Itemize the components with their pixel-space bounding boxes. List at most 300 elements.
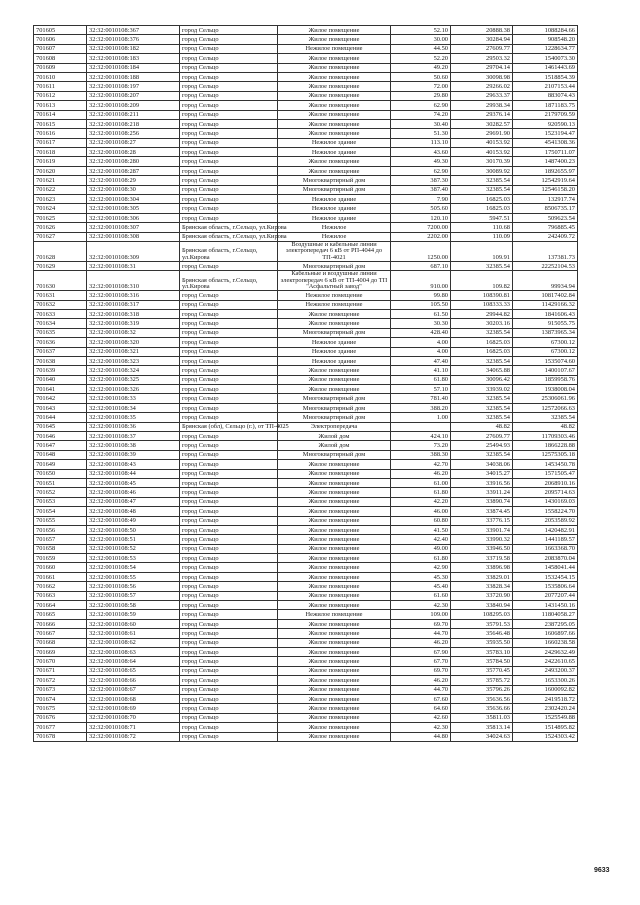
- rate-cell: 109.82: [451, 271, 513, 291]
- object-name-cell: Жилое помещение: [278, 685, 391, 694]
- area-cell: 45.30: [391, 572, 451, 581]
- rate-cell: 29944.82: [451, 309, 513, 318]
- cadastral-value-cell: 2053589.92: [513, 516, 578, 525]
- table-row: [34, 432, 578, 441]
- table-row: [34, 460, 578, 469]
- address-cell: город Сельцо: [180, 713, 278, 722]
- table-row: [34, 554, 578, 563]
- area-cell: 30.40: [391, 119, 451, 128]
- area-cell: 61.50: [391, 309, 451, 318]
- cadastral-number-cell: 32:32:0010108:55: [87, 572, 180, 581]
- table-row: [34, 148, 578, 157]
- cadastral-number-cell: 32:32:0010108:27: [87, 138, 180, 147]
- object-name-cell: Электропередача: [278, 422, 391, 431]
- area-cell: 30.00: [391, 35, 451, 44]
- row-number-cell: 701613: [34, 101, 87, 110]
- rate-cell: 33720.90: [451, 591, 513, 600]
- address-cell: город Сельцо: [180, 732, 278, 741]
- table-row: [34, 497, 578, 506]
- object-name-cell: Жилое помещение: [278, 101, 391, 110]
- area-cell: 73.20: [391, 441, 451, 450]
- cadastral-number-cell: 32:32:0010108:184: [87, 63, 180, 72]
- rate-cell: 33874.45: [451, 507, 513, 516]
- address-cell: город Сельцо: [180, 610, 278, 619]
- cadastral-value-cell: 1606897.66: [513, 629, 578, 638]
- cadastral-value-cell: 2179709.59: [513, 110, 578, 119]
- table-row: [34, 610, 578, 619]
- row-number-cell: 701666: [34, 619, 87, 628]
- object-name-cell: Многоквартирный дом: [278, 450, 391, 459]
- address-cell: город Сельцо: [180, 441, 278, 450]
- address-cell: город Сельцо: [180, 648, 278, 657]
- row-number-cell: 701629: [34, 261, 87, 270]
- area-cell: 4.00: [391, 338, 451, 347]
- object-name-cell: Жилое помещение: [278, 629, 391, 638]
- object-name-cell: Многоквартирный дом: [278, 185, 391, 194]
- object-name-cell: Нежилое здание: [278, 356, 391, 365]
- rate-cell: 35784.50: [451, 657, 513, 666]
- area-cell: 687.10: [391, 261, 451, 270]
- area-cell: 46.20: [391, 469, 451, 478]
- cadastral-value-cell: 1558224.70: [513, 507, 578, 516]
- area-cell: 74.20: [391, 110, 451, 119]
- table-row: [34, 356, 578, 365]
- cadastral-value-cell: 2068910.16: [513, 478, 578, 487]
- row-number-cell: 701626: [34, 223, 87, 232]
- table-row: [34, 241, 578, 261]
- cadastral-number-cell: 32:32:0010108:325: [87, 375, 180, 384]
- cadastral-value-cell: 1532454.15: [513, 572, 578, 581]
- row-number-cell: 701605: [34, 26, 87, 35]
- address-cell: город Сельцо: [180, 666, 278, 675]
- rate-cell: 32385.54: [451, 261, 513, 270]
- cadastral-value-cell: 12572066.63: [513, 403, 578, 412]
- table-row: [34, 629, 578, 638]
- cadastral-value-cell: 1431450.16: [513, 601, 578, 610]
- rate-cell: 16825.03: [451, 195, 513, 204]
- table-row: [34, 403, 578, 412]
- row-number-cell: 701660: [34, 563, 87, 572]
- table-row: [34, 450, 578, 459]
- cadastral-value-cell: 2302420.24: [513, 704, 578, 713]
- object-name-cell: Жилое помещение: [278, 563, 391, 572]
- object-name-cell: Жилое помещение: [278, 732, 391, 741]
- area-cell: 42.60: [391, 713, 451, 722]
- object-name-cell: Нежилое здание: [278, 213, 391, 222]
- cadastral-number-cell: 32:32:0010108:52: [87, 544, 180, 553]
- area-cell: 30.30: [391, 319, 451, 328]
- area-cell: 49.20: [391, 63, 451, 72]
- area-cell: 428.40: [391, 328, 451, 337]
- cadastral-value-cell: 1523194.47: [513, 129, 578, 138]
- area-cell: 109.00: [391, 610, 451, 619]
- table-row: [34, 638, 578, 647]
- object-name-cell: Жилое помещение: [278, 119, 391, 128]
- cadastral-value-cell: 1571505.47: [513, 469, 578, 478]
- cadastral-value-cell: 1514895.82: [513, 723, 578, 732]
- cadastral-value-cell: 8506735.17: [513, 204, 578, 213]
- table-row: [34, 26, 578, 35]
- rate-cell: 35796.26: [451, 685, 513, 694]
- table-row: [34, 366, 578, 375]
- cadastral-value-cell: 1540073.30: [513, 54, 578, 63]
- table-row: [34, 166, 578, 175]
- rate-cell: 29266.02: [451, 82, 513, 91]
- table-row: [34, 309, 578, 318]
- cadastral-number-cell: 32:32:0010108:50: [87, 525, 180, 534]
- row-number-cell: 701620: [34, 166, 87, 175]
- rate-cell: 34065.88: [451, 366, 513, 375]
- cadastral-value-cell: 1859958.76: [513, 375, 578, 384]
- cadastral-number-cell: 32:32:0010108:305: [87, 204, 180, 213]
- table-row: [34, 469, 578, 478]
- table-row: [34, 516, 578, 525]
- table-row: [34, 544, 578, 553]
- area-cell: 42.70: [391, 460, 451, 469]
- address-cell: город Сельцо: [180, 704, 278, 713]
- area-cell: 42.90: [391, 563, 451, 572]
- area-cell: 44.50: [391, 44, 451, 53]
- address-cell: город Сельцо: [180, 63, 278, 72]
- area-cell: 43.60: [391, 148, 451, 157]
- table-row: [34, 44, 578, 53]
- area-cell: 7.90: [391, 195, 451, 204]
- address-cell: город Сельцо: [180, 101, 278, 110]
- rate-cell: 40153.92: [451, 148, 513, 157]
- cadastral-table: [33, 25, 578, 742]
- address-cell: город Сельцо: [180, 385, 278, 394]
- row-number-cell: 701618: [34, 148, 87, 157]
- area-cell: 46.20: [391, 676, 451, 685]
- table-row: [34, 291, 578, 300]
- address-cell: Брянская область, г.Сельцо, ул.Кирова: [180, 271, 278, 291]
- rate-cell: 34015.27: [451, 469, 513, 478]
- address-cell: Брянская область, г.Сельцо, ул.Кирова: [180, 241, 278, 261]
- cadastral-value-cell: 99934.94: [513, 271, 578, 291]
- area-cell: 64.60: [391, 704, 451, 713]
- rate-cell: 48.82: [451, 422, 513, 431]
- cadastral-number-cell: 32:32:0010108:37: [87, 432, 180, 441]
- rate-cell: 32385.54: [451, 394, 513, 403]
- area-cell: 29.80: [391, 91, 451, 100]
- cadastral-number-cell: 32:32:0010108:65: [87, 666, 180, 675]
- rate-cell: 33901.74: [451, 525, 513, 534]
- address-cell: город Сельцо: [180, 195, 278, 204]
- cadastral-number-cell: 32:32:0010108:31: [87, 261, 180, 270]
- object-name-cell: Жилое помещение: [278, 535, 391, 544]
- cadastral-value-cell: 1750711.07: [513, 148, 578, 157]
- rate-cell: 35783.10: [451, 648, 513, 657]
- cadastral-number-cell: 32:32:0010108:63: [87, 648, 180, 657]
- cadastral-value-cell: 2083870.04: [513, 554, 578, 563]
- object-name-cell: Нежилое: [278, 223, 391, 232]
- table-row: [34, 54, 578, 63]
- rate-cell: 33719.58: [451, 554, 513, 563]
- rate-cell: 109.91: [451, 241, 513, 261]
- rate-cell: 33916.56: [451, 478, 513, 487]
- table-row: [34, 204, 578, 213]
- table-row: [34, 525, 578, 534]
- row-number-cell: 701648: [34, 450, 87, 459]
- object-name-cell: Жилое помещение: [278, 54, 391, 63]
- cadastral-number-cell: 32:32:0010108:60: [87, 619, 180, 628]
- table-row: [34, 138, 578, 147]
- rate-cell: 33939.02: [451, 385, 513, 394]
- cadastral-number-cell: 32:32:0010108:188: [87, 72, 180, 81]
- rate-cell: 30284.94: [451, 35, 513, 44]
- rate-cell: 35935.50: [451, 638, 513, 647]
- object-name-cell: Жилое помещение: [278, 63, 391, 72]
- cadastral-number-cell: 32:32:0010108:48: [87, 507, 180, 516]
- address-cell: Брянская область, г.Сельцо, ул.Кирова: [180, 223, 278, 232]
- row-number-cell: 701646: [34, 432, 87, 441]
- area-cell: 7200.00: [391, 223, 451, 232]
- row-number-cell: 701650: [34, 469, 87, 478]
- address-cell: город Сельцо: [180, 544, 278, 553]
- rate-cell: 30096.42: [451, 375, 513, 384]
- row-number-cell: 701634: [34, 319, 87, 328]
- rate-cell: 16825.03: [451, 347, 513, 356]
- cadastral-number-cell: 32:32:0010108:45: [87, 478, 180, 487]
- area-cell: 67.90: [391, 648, 451, 657]
- rate-cell: 40153.92: [451, 138, 513, 147]
- row-number-cell: 701610: [34, 72, 87, 81]
- object-name-cell: Нежилое здание: [278, 204, 391, 213]
- cadastral-value-cell: 1228634.77: [513, 44, 578, 53]
- area-cell: 505.60: [391, 204, 451, 213]
- row-number-cell: 701615: [34, 119, 87, 128]
- cadastral-value-cell: 1892655.97: [513, 166, 578, 175]
- cadastral-number-cell: 32:32:0010108:61: [87, 629, 180, 638]
- object-name-cell: Жилое помещение: [278, 666, 391, 675]
- object-name-cell: Жилое помещение: [278, 460, 391, 469]
- table-row: [34, 723, 578, 732]
- row-number-cell: 701641: [34, 385, 87, 394]
- table-row: [34, 176, 578, 185]
- rate-cell: 32385.54: [451, 176, 513, 185]
- cadastral-value-cell: 4541308.36: [513, 138, 578, 147]
- row-number-cell: 701643: [34, 403, 87, 412]
- row-number-cell: 701658: [34, 544, 87, 553]
- cadastral-value-cell: 2422610.65: [513, 657, 578, 666]
- row-number-cell: 701662: [34, 582, 87, 591]
- area-cell: 45.40: [391, 582, 451, 591]
- table-row: [34, 685, 578, 694]
- cadastral-value-cell: 1866228.88: [513, 441, 578, 450]
- cadastral-value-cell: 12575305.18: [513, 450, 578, 459]
- object-name-cell: Жилое помещение: [278, 591, 391, 600]
- cadastral-number-cell: 32:32:0010108:304: [87, 195, 180, 204]
- row-number-cell: 701668: [34, 638, 87, 647]
- row-number-cell: 701621: [34, 176, 87, 185]
- area-cell: 44.80: [391, 732, 451, 741]
- cadastral-value-cell: 67300.12: [513, 347, 578, 356]
- cadastral-number-cell: 32:32:0010108:68: [87, 694, 180, 703]
- cadastral-number-cell: 32:32:0010108:197: [87, 82, 180, 91]
- rate-cell: 108295.03: [451, 610, 513, 619]
- object-name-cell: Жилое помещение: [278, 497, 391, 506]
- rate-cell: 35770.45: [451, 666, 513, 675]
- address-cell: город Сельцо: [180, 157, 278, 166]
- row-number-cell: 701676: [34, 713, 87, 722]
- row-number-cell: 701644: [34, 413, 87, 422]
- row-number-cell: 701635: [34, 328, 87, 337]
- cadastral-number-cell: 32:32:0010108:29: [87, 176, 180, 185]
- row-number-cell: 701624: [34, 204, 87, 213]
- object-name-cell: Многоквартирный дом: [278, 394, 391, 403]
- area-cell: 61.60: [391, 591, 451, 600]
- cadastral-value-cell: 2077207.44: [513, 591, 578, 600]
- object-name-cell: Многоквартирный дом: [278, 403, 391, 412]
- row-number-cell: 701657: [34, 535, 87, 544]
- rate-cell: 29938.34: [451, 101, 513, 110]
- rate-cell: 16825.03: [451, 204, 513, 213]
- rate-cell: 30282.57: [451, 119, 513, 128]
- area-cell: 62.90: [391, 166, 451, 175]
- address-cell: город Сельцо: [180, 26, 278, 35]
- row-number-cell: 701637: [34, 347, 87, 356]
- cadastral-number-cell: 32:32:0010108:326: [87, 385, 180, 394]
- address-cell: город Сельцо: [180, 413, 278, 422]
- address-cell: город Сельцо: [180, 497, 278, 506]
- rate-cell: 35785.72: [451, 676, 513, 685]
- address-cell: город Сельцо: [180, 185, 278, 194]
- area-cell: 60.80: [391, 516, 451, 525]
- cadastral-number-cell: 32:32:0010108:36: [87, 422, 180, 431]
- rate-cell: 27609.77: [451, 432, 513, 441]
- row-number-cell: 701678: [34, 732, 87, 741]
- area-cell: 46.00: [391, 507, 451, 516]
- cadastral-value-cell: 1458041.44: [513, 563, 578, 572]
- object-name-cell: Жилое помещение: [278, 572, 391, 581]
- row-number-cell: 701633: [34, 309, 87, 318]
- cadastral-number-cell: 32:32:0010108:49: [87, 516, 180, 525]
- cadastral-number-cell: 32:32:0010108:307: [87, 223, 180, 232]
- cadastral-number-cell: 32:32:0010108:58: [87, 601, 180, 610]
- rate-cell: 29633.37: [451, 91, 513, 100]
- row-number-cell: 701675: [34, 704, 87, 713]
- rate-cell: 33911.24: [451, 488, 513, 497]
- table-row: [34, 110, 578, 119]
- object-name-cell: Жилое помещение: [278, 157, 391, 166]
- area-cell: 72.00: [391, 82, 451, 91]
- address-cell: город Сельцо: [180, 119, 278, 128]
- cadastral-value-cell: 2493200.37: [513, 666, 578, 675]
- object-name-cell: Жилое помещение: [278, 601, 391, 610]
- row-number-cell: 701677: [34, 723, 87, 732]
- address-cell: город Сельцо: [180, 563, 278, 572]
- rate-cell: 32385.54: [451, 356, 513, 365]
- address-cell: город Сельцо: [180, 82, 278, 91]
- row-number-cell: 701665: [34, 610, 87, 619]
- row-number-cell: 701671: [34, 666, 87, 675]
- row-number-cell: 701647: [34, 441, 87, 450]
- object-name-cell: Жилое помещение: [278, 72, 391, 81]
- row-number-cell: 701651: [34, 478, 87, 487]
- object-name-cell: Жилое помещение: [278, 648, 391, 657]
- address-cell: город Сельцо: [180, 291, 278, 300]
- table-row: [34, 157, 578, 166]
- cadastral-value-cell: 1430169.03: [513, 497, 578, 506]
- cadastral-value-cell: 1487400.23: [513, 157, 578, 166]
- area-cell: 52.10: [391, 26, 451, 35]
- cadastral-number-cell: 32:32:0010108:64: [87, 657, 180, 666]
- rate-cell: 34024.63: [451, 732, 513, 741]
- cadastral-number-cell: 32:32:0010108:34: [87, 403, 180, 412]
- object-name-cell: Жилое помещение: [278, 82, 391, 91]
- cadastral-value-cell: 11429166.32: [513, 300, 578, 309]
- object-name-cell: Жилое помещение: [278, 657, 391, 666]
- area-cell: 42.40: [391, 535, 451, 544]
- row-number-cell: 701612: [34, 91, 87, 100]
- table-row: [34, 129, 578, 138]
- address-cell: город Сельцо: [180, 347, 278, 356]
- row-number-cell: 701639: [34, 366, 87, 375]
- address-cell: город Сельцо: [180, 213, 278, 222]
- cadastral-number-cell: 32:32:0010108:67: [87, 685, 180, 694]
- rate-cell: 35811.03: [451, 713, 513, 722]
- row-number-cell: 701654: [34, 507, 87, 516]
- cadastral-number-cell: 32:32:0010108:70: [87, 713, 180, 722]
- object-name-cell: Жилое помещение: [278, 309, 391, 318]
- object-name-cell: Нежилое здание: [278, 195, 391, 204]
- table-row: [34, 223, 578, 232]
- table-body: [34, 26, 578, 742]
- area-cell: 49.30: [391, 157, 451, 166]
- table-row: [34, 713, 578, 722]
- object-name-cell: Многоквартирный дом: [278, 328, 391, 337]
- table-row: [34, 619, 578, 628]
- object-name-cell: Жилое помещение: [278, 554, 391, 563]
- cadastral-number-cell: 32:32:0010108:376: [87, 35, 180, 44]
- row-number-cell: 701652: [34, 488, 87, 497]
- cadastral-number-cell: 32:32:0010108:218: [87, 119, 180, 128]
- cadastral-value-cell: 1525549.88: [513, 713, 578, 722]
- table-row: [34, 676, 578, 685]
- row-number-cell: 701673: [34, 685, 87, 694]
- table-row: [34, 507, 578, 516]
- address-cell: город Сельцо: [180, 582, 278, 591]
- address-cell: город Сельцо: [180, 110, 278, 119]
- row-number-cell: 701608: [34, 54, 87, 63]
- rate-cell: 27609.77: [451, 44, 513, 53]
- object-name-cell: Нежилое помещение: [278, 610, 391, 619]
- cadastral-number-cell: 32:32:0010108:43: [87, 460, 180, 469]
- cadastral-number-cell: 32:32:0010108:324: [87, 366, 180, 375]
- cadastral-value-cell: 11804058.27: [513, 610, 578, 619]
- cadastral-number-cell: 32:32:0010108:306: [87, 213, 180, 222]
- table-row: [34, 441, 578, 450]
- address-cell: город Сельцо: [180, 694, 278, 703]
- cadastral-number-cell: 32:32:0010108:28: [87, 148, 180, 157]
- address-cell: город Сельцо: [180, 525, 278, 534]
- table-row: [34, 535, 578, 544]
- cadastral-number-cell: 32:32:0010108:321: [87, 347, 180, 356]
- table-row: [34, 195, 578, 204]
- area-cell: 41.50: [391, 525, 451, 534]
- table-row: [34, 82, 578, 91]
- rate-cell: 35813.14: [451, 723, 513, 732]
- object-name-cell: Жилое помещение: [278, 469, 391, 478]
- area-cell: 44.70: [391, 629, 451, 638]
- cadastral-value-cell: 48.82: [513, 422, 578, 431]
- table-row: [34, 666, 578, 675]
- address-cell: Брянская область, г.Сельцо, ул.Кирова: [180, 232, 278, 241]
- cadastral-value-cell: 915055.75: [513, 319, 578, 328]
- area-cell: 120.10: [391, 213, 451, 222]
- cadastral-number-cell: 32:32:0010108:69: [87, 704, 180, 713]
- row-number-cell: 701616: [34, 129, 87, 138]
